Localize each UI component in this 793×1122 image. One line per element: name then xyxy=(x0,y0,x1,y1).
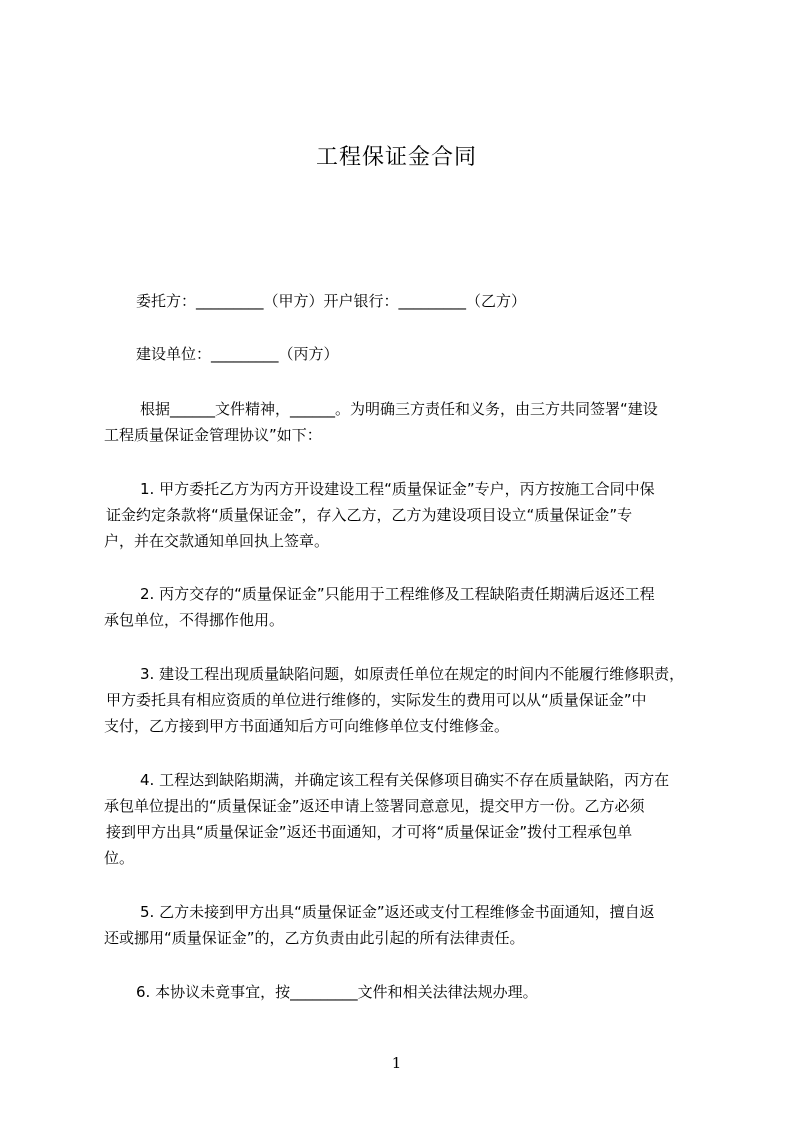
clause-1-line-1: 1. 甲方委托乙方为丙方开设建设工程“质量保证金”专户，丙方按施工合同中保 xyxy=(140,480,655,498)
preamble-line-2: 工程质量保证金管理协议”如下： xyxy=(104,426,322,444)
clause-4-line-2: 承包单位提出的“质量保证金”返还申请上签署同意意见，提交甲方一份。乙方必须 xyxy=(104,797,645,815)
clause-4-line-3: 接到甲方出具“质量保证金”返还书面通知，才可将“质量保证金”拨付工程承包单 xyxy=(106,823,633,841)
clause-5-line-2: 还或挪用“质量保证金”的，乙方负责由此引起的所有法律责任。 xyxy=(104,929,525,947)
parties-line-1: 委托方：_________（甲方）开户银行：_________（乙方） xyxy=(136,292,527,310)
clause-3-line-2: 甲方委托具有相应资质的单位进行维修的，实际发生的费用可以从“质量保证金”中 xyxy=(106,691,647,709)
page-number: 1 xyxy=(391,1054,402,1072)
clause-4-line-1: 4. 工程达到缺陷期满，并确定该工程有关保修项目确实不存在质量缺陷，丙方在 xyxy=(140,771,670,789)
clause-3-line-1: 3. 建设工程出现质量缺陷问题，如原责任单位在规定的时间内不能履行维修职责， xyxy=(140,665,685,683)
clause-4-line-4: 位。 xyxy=(104,849,135,867)
preamble-line-1: 根据______文件精神，______。为明确三方责任和义务，由三方共同签署“建设 xyxy=(140,400,658,418)
clause-2-line-2: 承包单位，不得挪作他用。 xyxy=(104,611,285,629)
clause-1-line-3: 户，并在交款通知单回执上签章。 xyxy=(104,532,330,550)
clause-2-line-1: 2. 丙方交存的“质量保证金”只能用于工程维修及工程缺陷责任期满后返还工程 xyxy=(140,585,655,603)
parties-line-2: 建设单位：_________（丙方） xyxy=(136,345,339,363)
clause-3-line-3: 支付，乙方接到甲方书面通知后方可向维修单位支付维修金。 xyxy=(104,717,510,735)
clause-1-line-2: 证金约定条款将“质量保证金”，存入乙方，乙方为建设项目设立“质量保证金”专 xyxy=(106,506,633,524)
clause-5-line-1: 5. 乙方未接到甲方出具“质量保证金”返还或支付工程维修金书面通知，擅自返 xyxy=(140,903,655,921)
document-title: 工程保证金合同 xyxy=(315,145,477,170)
clause-6-line-1: 6. 本协议未竟事宜，按_________文件和相关法律法规办理。 xyxy=(136,983,538,1001)
